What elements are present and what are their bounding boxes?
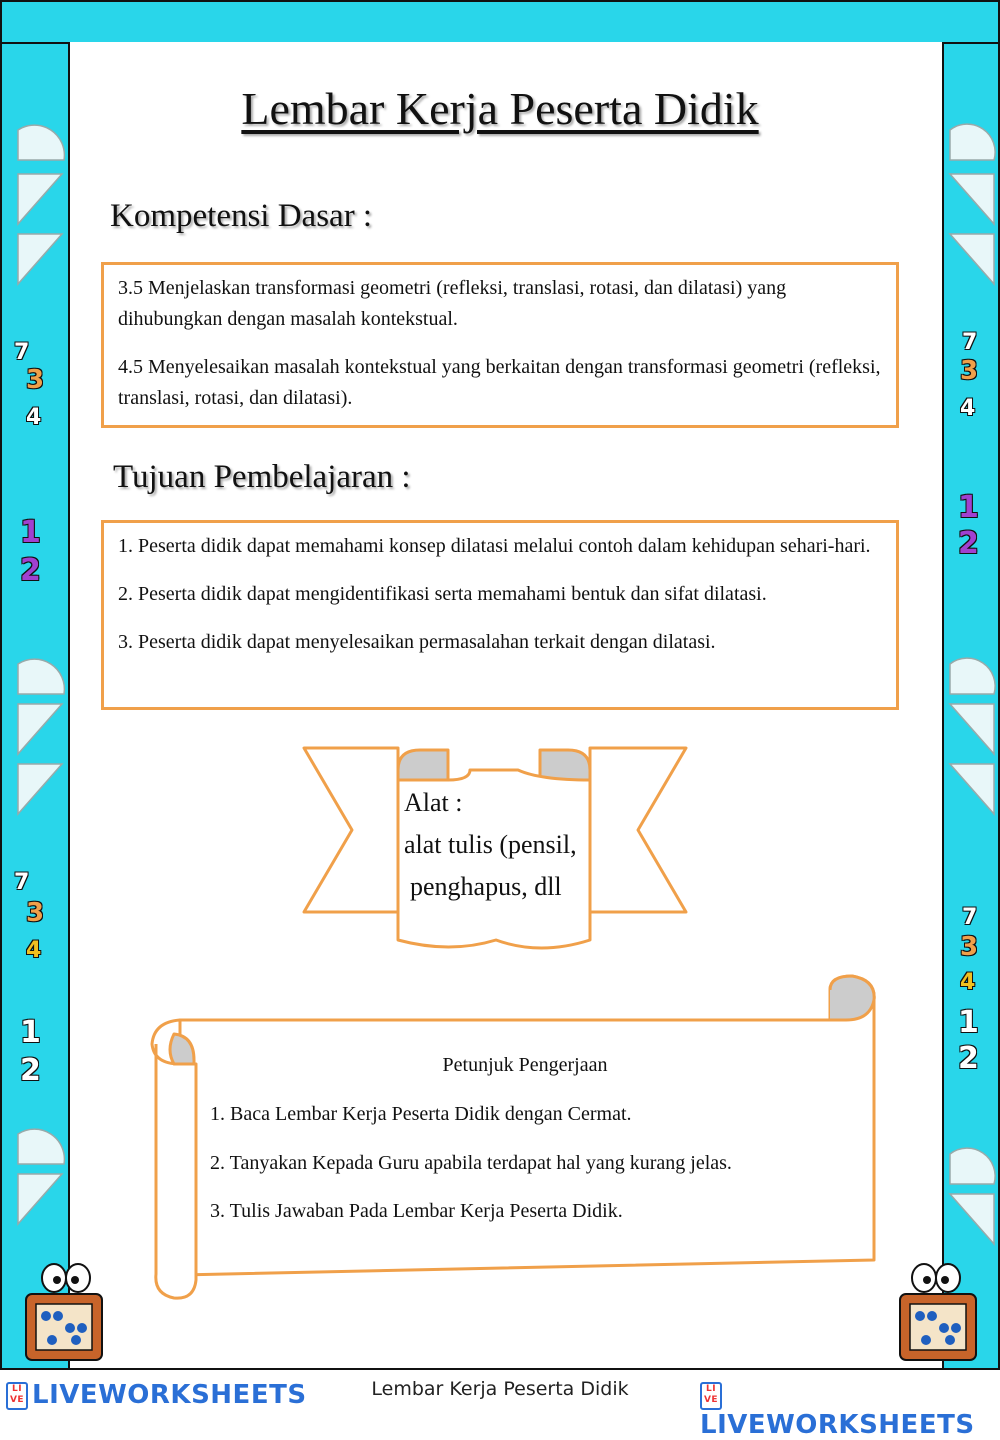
triangle-ruler-icon <box>18 234 62 284</box>
fraction-icon: 4 <box>26 405 42 430</box>
triangle-ruler-icon <box>950 174 994 224</box>
left-decorative-border <box>0 42 70 1370</box>
kompetensi-item: 3.5 Menjelaskan transformasi geometri (refleksi, translasi, rotasi, dan dilatasi) yang dihubungkan dengan masalah kontekstual. <box>118 277 787 330</box>
tujuan-item: 3. Peserta didik dapat menyelesaikan permasalahan terkait dengan dilatasi. <box>118 631 716 653</box>
liveworksheets-logo-left[interactable]: LI VE LIVEWORKSHEETS <box>6 1380 307 1410</box>
petunjuk-item: 1. Baca Lembar Kerja Peserta Didik dengan Cermat. <box>210 1103 632 1125</box>
triangle-ruler-icon <box>950 1194 994 1244</box>
fraction-icon: 1 <box>20 515 41 550</box>
fraction-icon: 3 <box>26 898 45 928</box>
kompetensi-box <box>101 262 899 428</box>
fraction-icon: 4 <box>960 396 976 421</box>
liveworksheets-badge-icon: LI VE <box>700 1382 722 1410</box>
page-title: Lembar Kerja Peserta Didik <box>241 83 759 134</box>
tujuan-box <box>101 520 899 710</box>
triangle-ruler-icon <box>950 704 994 754</box>
fraction-icon: 2 <box>20 1053 41 1088</box>
alat-label: Alat : <box>404 788 463 817</box>
triangle-ruler-icon <box>18 1174 62 1224</box>
tujuan-heading: Tujuan Pembelajaran : <box>113 459 411 495</box>
abacus-mascot-icon <box>884 1260 994 1368</box>
liveworksheets-badge-icon: LI VE <box>6 1382 28 1410</box>
triangle-ruler-icon <box>950 764 994 814</box>
protractor-icon <box>950 1148 995 1184</box>
triangle-ruler-icon <box>18 174 62 224</box>
petunjuk-title: Petunjuk Pengerjaan <box>442 1054 608 1076</box>
fraction-icon: 4 <box>960 970 976 995</box>
abacus-mascot-icon <box>8 1260 118 1368</box>
footer-bar <box>0 1368 1000 1440</box>
fraction-icon: 2 <box>20 553 41 588</box>
math-tools-pattern-right <box>944 44 998 1368</box>
triangle-ruler-icon <box>950 234 994 284</box>
fraction-icon: 7 <box>962 905 978 930</box>
fraction-icon: 1 <box>958 490 979 525</box>
top-border <box>0 0 1000 44</box>
footer-title: Lembar Kerja Peserta Didik <box>371 1378 629 1400</box>
tujuan-item: 1. Peserta didik dapat memahami konsep dilatasi melalui contoh dalam kehidupan sehari-hari. <box>118 535 871 557</box>
fraction-icon: 3 <box>960 356 979 386</box>
liveworksheets-logo-right[interactable]: LI VELIVEWORKSHEETS <box>700 1383 975 1440</box>
triangle-ruler-icon <box>18 764 62 814</box>
fraction-icon: 1 <box>958 1005 979 1040</box>
math-tools-pattern-left <box>2 44 68 1368</box>
fraction-icon: 4 <box>26 938 42 963</box>
petunjuk-scroll <box>140 970 890 1330</box>
protractor-icon <box>950 658 995 694</box>
petunjuk-item: 3. Tulis Jawaban Pada Lembar Kerja Peserta Didik. <box>210 1200 623 1222</box>
fraction-icon: 7 <box>962 330 978 355</box>
alat-line: alat tulis (pensil, <box>404 830 577 859</box>
fraction-icon: 3 <box>26 365 45 395</box>
fraction-icon: 7 <box>14 340 30 365</box>
fraction-icon: 1 <box>20 1015 41 1050</box>
triangle-ruler-icon <box>18 704 62 754</box>
kompetensi-heading: Kompetensi Dasar : <box>110 198 373 234</box>
fraction-icon: 3 <box>960 932 979 962</box>
fraction-icon: 7 <box>14 870 30 895</box>
protractor-icon <box>18 659 64 694</box>
alat-line: penghapus, dll <box>410 872 562 901</box>
kompetensi-item: 4.5 Menyelesaikan masalah kontekstual yang berkaitan dengan transformasi geometri (refleksi, translasi, rotasi, dan dilatasi). <box>118 356 881 409</box>
fraction-icon: 2 <box>958 1041 979 1076</box>
right-decorative-border <box>942 42 1000 1370</box>
tujuan-item: 2. Peserta didik dapat mengidentifikasi serta memahami bentuk dan sifat dilatasi. <box>118 583 767 605</box>
petunjuk-item: 2. Tanyakan Kepada Guru apabila terdapat hal yang kurang jelas. <box>210 1152 732 1174</box>
protractor-icon <box>18 1129 64 1164</box>
fraction-icon: 2 <box>958 526 979 561</box>
